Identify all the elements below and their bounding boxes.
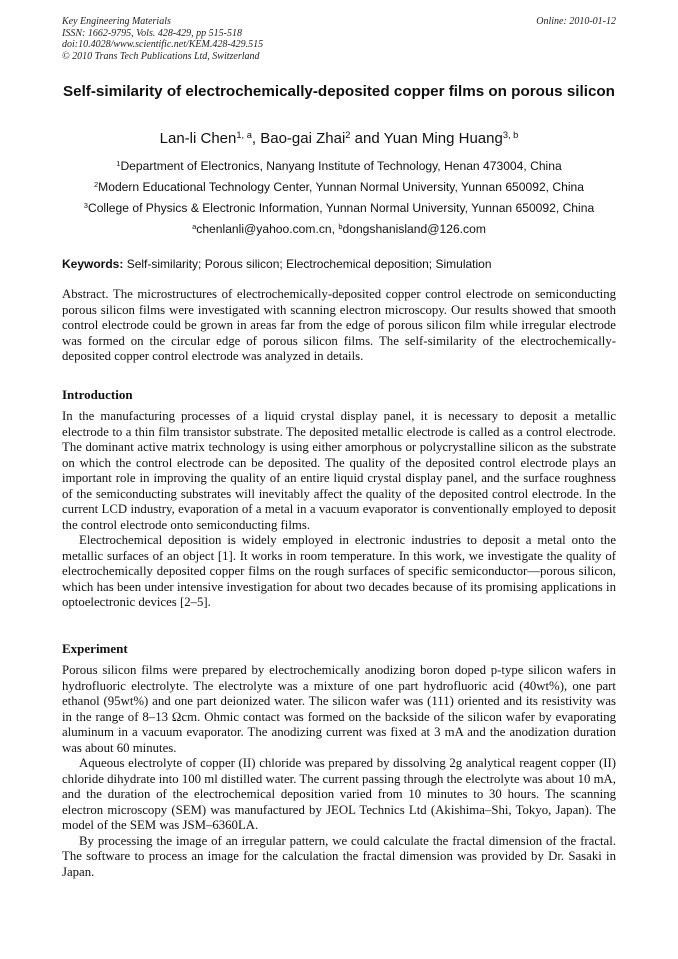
paper-title: Self-similarity of electrochemically-deposited copper films on porous silicon: [63, 83, 615, 100]
keywords-label: Keywords:: [62, 257, 124, 271]
issn-line: ISSN: 1662-9795, Vols. 428-429, pp 515-518: [62, 27, 242, 39]
author-3-sup: 3, b: [502, 129, 519, 140]
author-separator: and: [350, 130, 384, 147]
keywords-text: Self-similarity; Porous silicon; Electrochemical deposition; Simulation: [123, 257, 492, 271]
author-3: Yuan Ming Huang: [383, 130, 503, 147]
affiliation-text: College of Physics & Electronic Information, Yunnan Normal University, Yunnan 650092, China: [87, 201, 595, 215]
experiment-body: [62, 663, 616, 880]
journal-name: Key Engineering Materials: [62, 16, 171, 27]
journal-info: [62, 16, 616, 62]
email-a-sup: a: [192, 221, 197, 231]
copyright-line: © 2010 Trans Tech Publications Ltd, Switzerland: [62, 50, 260, 62]
abstract: Abstract. The microstructures of electrochemically-deposited copper control electrode on semiconducting porous silicon films were investigated with scanning electron microscopy. Our results showed that smooth control electrode could be grown in areas far from the edge of porous silicon film while irregular electrode was formed on the circular edge of porous silicon films. The self-similarity of the electrochemically-deposited copper control electrode was analyzed in details.: [62, 287, 616, 363]
email-b-sup: b: [338, 221, 343, 231]
paragraph: Electrochemical deposition is widely employed in electronic industries to deposit a metal onto the metallic surfaces of an object [1]. It works in room temperature. In this work, we investigate the quality of electrochemically deposited copper films on the rough surfaces of specific semiconductor—porous silicon, which has been under intensive investigation for about two decades because of its promising applications in optoelectronic devices [2–5].: [62, 533, 616, 609]
paragraph: Porous silicon films were prepared by electrochemically anodizing boron doped p-type silicon wafers in hydrofluoric electrolyte. The electrolyte was a mixture of one part hydrofluoric acid (40wt%), one part ethanol (95wt%) and one part deionized water. The silicon wafer was (111) oriented and its resistivity was in the range of 8–13 Ωcm. Ohmic contact was formed on the backside of the silicon wafer by evaporating aluminum in a vacuum evaporator. The anodizing current was fixed at 3 mA and the anodization duration was about 60 minutes.: [62, 663, 616, 755]
email-separator: ,: [331, 222, 339, 236]
keywords: [62, 257, 616, 272]
doi-line[interactable]: doi:10.4028/www.scientific.net/KEM.428-429.515: [62, 39, 264, 50]
paragraph: Aqueous electrolyte of copper (II) chloride was prepared by dissolving 2g analytical reagent copper (II) chloride dihydrate into 100 ml distilled water. The current passing through the electrolyte was about 10 mA, and the duration of the electrochemical deposition varied from 10 minutes to 30 hours. The scanning electron microscopy (SEM) was manufactured by JEOL Technics Ltd (Akishima–Shi, Tokyo, Japan). The model of the SEM was JSM–6360LA.: [62, 756, 616, 832]
affiliation-1: [62, 156, 616, 177]
affiliation-sup: 2: [93, 179, 99, 189]
affiliation-sup: 1: [116, 158, 121, 168]
email-a[interactable]: chenlanli@yahoo.com.cn: [196, 222, 332, 236]
affiliation-text: Modern Educational Technology Center, Yunnan Normal University, Yunnan 650092, China: [98, 180, 585, 194]
running-header: [62, 16, 616, 62]
paragraph: In the manufacturing processes of a liquid crystal display panel, it is necessary to deposit a metallic electrode to a thin film transistor substrate. The deposited metallic electrode is called as a control electrode. The dominant active matrix technology is using either amorphous or polycrystalline silicon as the substrate on which the control electrode can be deposited. The quality of the deposited control electrode plays an important role in improving the quality of an entire liquid crystal display panel, and the surface roughness of the semiconducting substrates will inevitably affect the quality of the deposited control electrode. In the current LCD industry, evaporation of a metal in a vacuum evaporator is conventionally employed to deposit the control electrode onto semiconducting films.: [62, 409, 616, 532]
introduction-heading: Introduction: [62, 387, 133, 402]
online-date: Online: 2010-01-12: [536, 16, 616, 27]
author-separator: ,: [251, 130, 261, 147]
introduction-body: [62, 409, 616, 611]
author-1-sup: 1, a: [236, 129, 252, 140]
affiliation-text: Department of Electronics, Nanyang Institute of Technology, Henan 473004, China: [120, 159, 562, 173]
author-2-sup: 2: [345, 129, 351, 140]
experiment-heading: Experiment: [62, 641, 128, 656]
paragraph: By processing the image of an irregular pattern, we could calculate the fractal dimension of the fractal. The software to process an image for the calculation the fractal dimension was provided by Dr. Sasaki in Japan.: [62, 833, 616, 879]
affiliation-2: [62, 177, 616, 198]
author-2: Bao-gai Zhai: [260, 130, 346, 147]
author-list: [62, 130, 616, 148]
affiliations: [62, 156, 616, 240]
author-emails: [62, 219, 616, 240]
email-b[interactable]: dongshanisland@126.com: [342, 222, 486, 236]
author-1: Lan-li Chen: [159, 130, 237, 147]
affiliation-3: [62, 198, 616, 219]
affiliation-sup: 3: [83, 200, 88, 210]
